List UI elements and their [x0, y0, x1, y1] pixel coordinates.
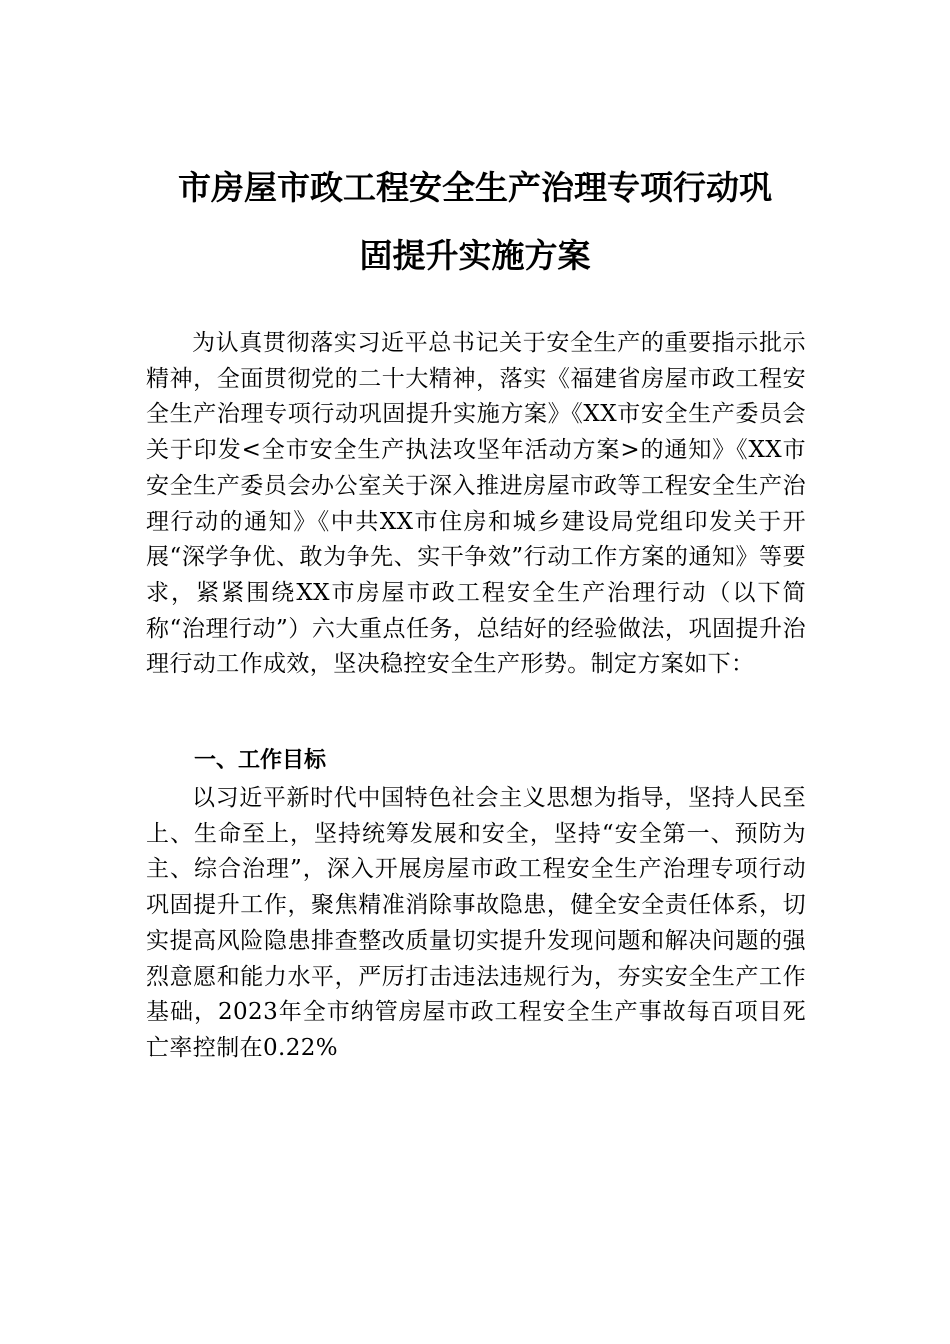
section-heading-work-goals: 一、工作目标 — [194, 748, 327, 773]
document-title-line-2: 固提升实施方案 — [359, 236, 591, 275]
intro-paragraph: 为认真贯彻落实习近平总书记关于安全生产的重要指示批示精神，全面贯彻党的二十大精神，落实《福建省房屋市政工程安全生产治理专项行动巩固提升实施方案》《XX市安全生产委员会关于印发<全市安全生产执法攻坚年活动方案>的通知》《XX市安全生产委员会办公室关于深入推进房屋市政等工程安全生产治理行动的通知》《中共XX市住房和城乡建设局党组印发关于开展“深学争优、敢为争先、实干争效”行动工作方案的通知》等要求，紧紧围绕XX市房屋市政工程安全生产治理行动（以下简称“治理行动”）六大重点任务，总结好的经验做法，巩固提升治理行动工作成效，坚决稳控安全生产形势。制定方案如下： — [146, 330, 806, 678]
work-goals-paragraph: 以习近平新时代中国特色社会主义思想为指导，坚持人民至上、生命至上，坚持统筹发展和安全，坚持“安全第一、预防为主、综合治理”，深入开展房屋市政工程安全生产治理专项行动巩固提升工作，聚焦精准消除事故隐患，健全安全责任体系，切实提高风险隐患排查整改质量切实提升发现问题和解决问题的强烈意愿和能力水平，严厉打击违法违规行为，夯实安全生产工作基础，2023年全市纳管房屋市政工程安全生产事故每百项目死亡率控制在0.22% — [146, 785, 806, 1061]
document-title-line-1: 市房屋市政工程安全生产治理专项行动巩 — [178, 168, 772, 207]
